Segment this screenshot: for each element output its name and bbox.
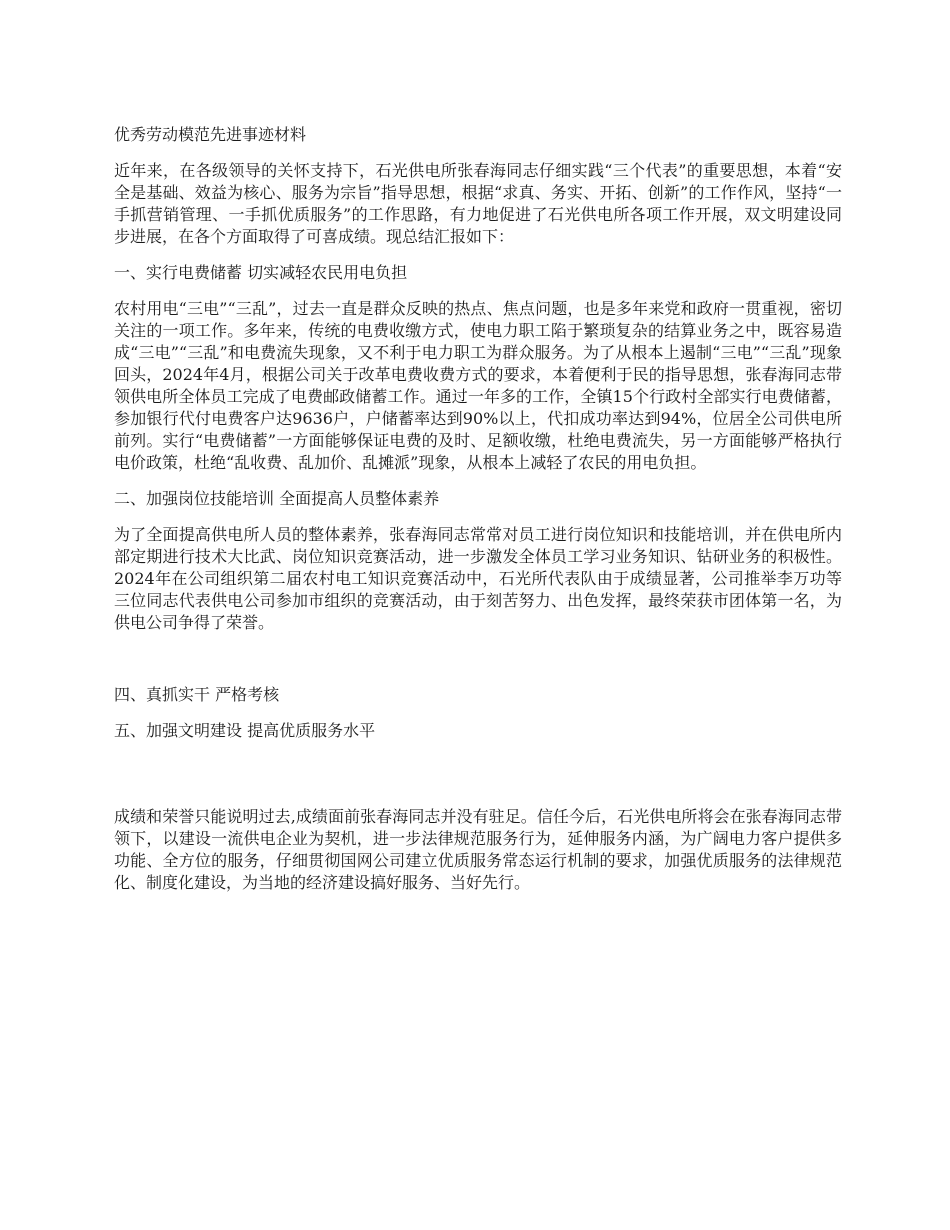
section-heading-1: 一、实行电费储蓄 切实减轻农民用电负担 bbox=[114, 263, 408, 282]
document-title: 优秀劳动模范先进事迹材料 bbox=[114, 125, 307, 144]
document-body bbox=[114, 124, 842, 908]
section-spacer bbox=[114, 648, 842, 684]
section-body-2: 为了全面提高供电所人员的整体素养，张春海同志常常对员工进行岗位知识和技能培训，并在供电所内部定期进行技术大比武、岗位知识竞赛活动，进一步激发全体员工学习业务知识、钻研业务的积极性。2024年在公司组织第二届农村电工知识竞赛活动中，石光所代表队由于成绩显著，公司推举李万功等三位同志代表供电公司参加市组织的竞赛活动，由于刻苦努力、出色发挥，最终荣获市团体第一名，为供电公司争得了荣誉。 bbox=[114, 525, 842, 632]
section-heading-4: 四、真抓实干 严格考核 bbox=[114, 685, 280, 704]
conclusion-paragraph: 成绩和荣誉只能说明过去,成绩面前张春海同志并没有驻足。信任今后，石光供电所将会在张春海同志带领下，以建设一流供电企业为契机，进一步法律规范服务行为，延伸服务内涵，为广阔电力客户提供多功能、全方位的服务，仔细贯彻国网公司建立优质服务常态运行机制的要求，加强优质服务的法律规范化、制度化建设，为当地的经济建设搞好服务、当好先行。 bbox=[114, 807, 842, 892]
section-spacer bbox=[114, 756, 842, 806]
section-body-1: 农村用电“三电”“三乱”，过去一直是群众反映的热点、焦点问题，也是多年来党和政府一贯重视，密切关注的一项工作。多年来，传统的电费收缴方式，使电力职工陷于繁琐复杂的结算业务之中，既容易造成“三电”“三乱”和电费流失现象，又不利于电力职工为群众服务。为了从根本上遏制“三电”“三乱”现象回头，2024年4月，根据公司关于改革电费收费方式的要求，本着便利于民的指导思想，张春海同志带领供电所全体员工完成了电费邮政储蓄工作。通过一年多的工作，全镇15个行政村全部实行电费储蓄，参加银行代付电费客户达9636户，户储蓄率达到90%以上，代扣成功率达到94%，位居全公司供电所前列。实行“电费储蓄”一方面能够保证电费的及时、足额收缴，杜绝电费流失，另一方面能够严格执行电价政策，杜绝“乱收费、乱加价、乱摊派”现象，从根本上减轻了农民的用电负担。 bbox=[114, 299, 842, 472]
section-heading-5: 五、加强文明建设 提高优质服务水平 bbox=[114, 721, 376, 740]
section-heading-2: 二、加强岗位技能培训 全面提高人员整体素养 bbox=[114, 489, 440, 508]
intro-paragraph: 近年来，在各级领导的关怀支持下，石光供电所张春海同志仔细实践“三个代表”的重要思想，本着“安全是基础、效益为核心、服务为宗旨”指导思想，根据“求真、务实、开拓、创新”的工作作风，坚持“一手抓营销管理、一手抓优质服务”的工作思路，有力地促进了石光供电所各项工作开展，双文明建设同步进展，在各个方面取得了可喜成绩。现总结汇报如下： bbox=[114, 161, 842, 246]
